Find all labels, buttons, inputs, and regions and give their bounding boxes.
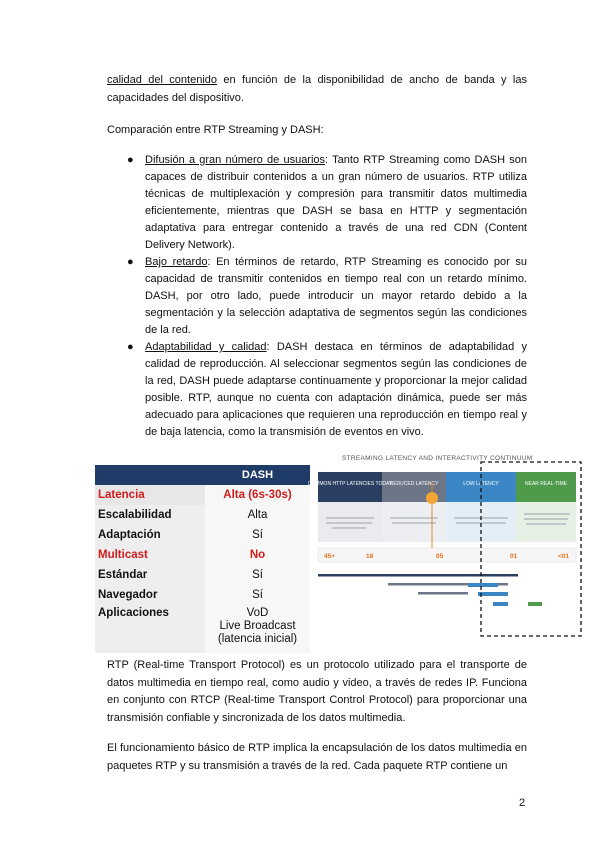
bullet-term: Difusión a gran número de usuarios bbox=[145, 154, 326, 166]
comparison-title: Comparación entre RTP Streaming y DASH: bbox=[107, 124, 324, 136]
row-label: Estándar bbox=[95, 565, 205, 585]
intro-rest: en función de la disponibilidad de ancho de banda y las capacidades del dispositivo. bbox=[107, 74, 527, 104]
segment-label: REDUCED LATENCY bbox=[389, 481, 439, 487]
row-value: Sí bbox=[205, 525, 310, 545]
svg-text:45+: 45+ bbox=[324, 553, 336, 560]
bullet-icon: ● bbox=[127, 341, 134, 353]
page-number: 2 bbox=[519, 797, 526, 809]
svg-text:05: 05 bbox=[436, 553, 444, 560]
segment-label: COMMON HTTP LATENCIES TODAY bbox=[307, 481, 393, 487]
svg-text:01: 01 bbox=[510, 553, 518, 560]
table-header-row bbox=[95, 465, 310, 485]
row-label: Aplicaciones bbox=[95, 605, 205, 653]
row-value: Sí bbox=[205, 565, 310, 585]
table-row bbox=[95, 605, 310, 653]
rtp-paragraph: RTP (Real-time Transport Protocol) es un protocolo utilizado para el transporte de datos multimedia en tiempo real, como audio y video, a través de redes IP. Funciona en conjunto con RTCP (Real-time Transport Control Protocol) para proporcionar una transmisión confiable y sincronizada de los datos multimedia. bbox=[107, 659, 527, 724]
table-row bbox=[95, 505, 310, 525]
row-value: No bbox=[205, 545, 310, 565]
table-header-blank bbox=[95, 465, 205, 485]
table-header-dash: DASH bbox=[205, 465, 310, 485]
comparison-list bbox=[127, 152, 527, 441]
bullet-term: Adaptabilidad y calidad bbox=[145, 341, 267, 353]
segment-label: LOW LATENCY bbox=[463, 481, 499, 487]
scale-bar bbox=[318, 548, 576, 562]
row-value: Sí bbox=[205, 585, 310, 605]
table-row bbox=[95, 565, 310, 585]
table-row bbox=[95, 585, 310, 605]
row-label: Latencia bbox=[95, 485, 205, 505]
bullet-icon: ● bbox=[127, 256, 134, 268]
dash-table bbox=[95, 465, 310, 653]
table-row bbox=[95, 525, 310, 545]
bullet-text: DASH destaca en términos de adaptabilidad y calidad de reproducción. Al seleccionar segmentos según las condiciones de la red, DASH puede adaptarse continuamente y proporcionar la mejor calidad posible. RTP, aunque no cuenta con adaptación dinámica, puede ser más adecuado para aplicaciones que requieren una reproducción en tiempo real y de baja latencia, como la transmisión de eventos en vivo. bbox=[145, 341, 527, 438]
table-row bbox=[95, 485, 310, 505]
row-value: Alta (6s-30s) bbox=[205, 485, 310, 505]
protocol-bars bbox=[318, 574, 542, 606]
row-label: Adaptación bbox=[95, 525, 205, 545]
segment-near-real-time bbox=[516, 472, 576, 502]
svg-text:<01: <01 bbox=[558, 553, 570, 560]
bullet-icon: ● bbox=[127, 154, 134, 166]
row-value: VoD Live Broadcast (latencia inicial) bbox=[205, 605, 310, 653]
list-item: ● Bajo retardo: En términos de retardo, RTP Streaming es conocido por su capacidad de transmitir contenidos en tiempo real con un retardo mínimo. DASH, por otro lado, puede introducir un mayor retardo debido a la segmentación y la selección adaptativa de segmentos según las condiciones de la red. bbox=[127, 256, 527, 336]
svg-text:18: 18 bbox=[366, 553, 374, 560]
list-item: ● Difusión a gran número de usuarios: Tanto RTP Streaming como DASH son capaces de distribuir contenidos a un gran número de usuarios. RTP utiliza técnicas de multiplexación y compresión para transmitir datos multimedia eficientemente, mientras que DASH se basa en HTTP y segmentación adaptativa para entregar contenido a través de una red CDN (Content Delivery Network). bbox=[127, 154, 528, 251]
quality-link[interactable]: calidad del contenido bbox=[107, 74, 218, 86]
bullet-text: En términos de retardo, RTP Streaming es conocido por su capacidad de transmitir contenidos en tiempo real con un retardo mínimo. DASH, por otro lado, puede introducir un mayor retardo debido a la segmentación y la selección adaptativa de segmentos según las condiciones de la red. bbox=[145, 256, 527, 336]
row-label: Escalabilidad bbox=[95, 505, 205, 525]
row-value: Alta bbox=[205, 505, 310, 525]
chart-title: STREAMING LATENCY AND INTERACTIVITY CONTINUUM bbox=[342, 455, 533, 462]
bullet-text: Tanto RTP Streaming como DASH son capaces de distribuir contenidos a un gran número de usuarios. RTP utiliza técnicas de multiplexación y compresión para transmitir datos multimedia eficientemente, mientras que DASH se basa en HTTP y segmentación adaptativa para entregar contenido a través de una red CDN (Content Delivery Network). bbox=[145, 154, 528, 251]
latency-marker-dot bbox=[426, 492, 438, 504]
latency-continuum-chart bbox=[307, 452, 584, 638]
list-item: ● Adaptabilidad y calidad: DASH destaca en términos de adaptabilidad y calidad de reproducción. Al seleccionar segmentos según las condiciones de la red, DASH puede adaptarse continuamente y proporcionar la mejor calidad posible. RTP, aunque no cuenta con adaptación dinámica, puede ser más adecuado para aplicaciones que requieren una reproducción en tiempo real y de baja latencia, como la transmisión de eventos en vivo. bbox=[127, 341, 527, 438]
segment-common-http bbox=[318, 472, 382, 502]
intro-paragraph bbox=[107, 72, 527, 107]
table-row bbox=[95, 545, 310, 565]
row-label: Multicast bbox=[95, 545, 205, 565]
rtp-operation-paragraph: El funcionamiento básico de RTP implica la encapsulación de los datos multimedia en paquetes RTP y su transmisión a través de la red. Cada paquete RTP contiene un bbox=[107, 742, 527, 772]
segment-label: NEAR REAL-TIME bbox=[525, 481, 567, 487]
bullet-term: Bajo retardo bbox=[145, 256, 208, 268]
row-label: Navegador bbox=[95, 585, 205, 605]
